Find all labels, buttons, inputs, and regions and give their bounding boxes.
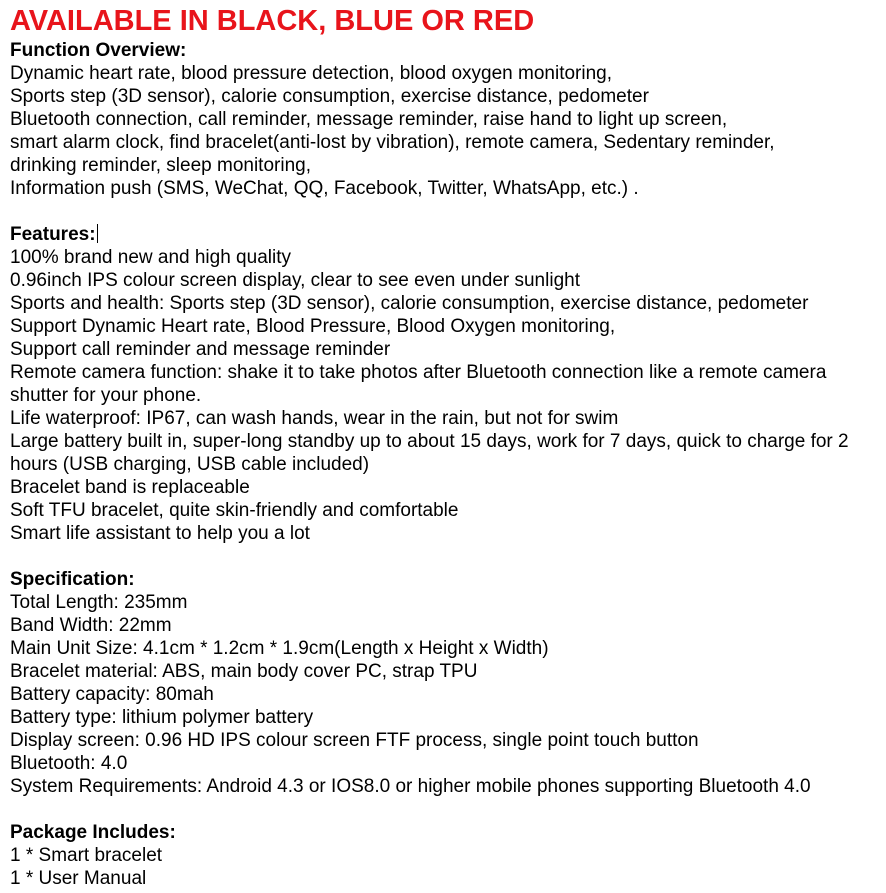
text-line: Band Width: 22mm — [10, 615, 172, 636]
package-section — [10, 821, 886, 890]
section-heading-row — [10, 223, 886, 246]
text-line: drinking reminder, sleep monitoring, — [10, 155, 311, 176]
section-heading: Specification: — [10, 569, 135, 590]
text-line: Smart life assistant to help you a lot — [10, 523, 310, 544]
text-line: 1 * Smart bracelet — [10, 845, 163, 866]
text-line: Support Dynamic Heart rate, Blood Pressure, Blood Oxygen monitoring, — [10, 316, 616, 337]
blank-line — [10, 545, 886, 568]
function-overview-section — [10, 39, 886, 200]
text-line: Support call reminder and message reminder — [10, 339, 391, 360]
specification-section — [10, 568, 886, 798]
blank-line — [10, 798, 886, 821]
text-line: Soft TFU bracelet, quite skin-friendly and comfortable — [10, 500, 459, 521]
text-line: System Requirements: Android 4.3 or IOS8.0 or higher mobile phones supporting Bluetooth 4.0 — [10, 776, 811, 797]
section-heading: Package Includes: — [10, 822, 176, 843]
text-line: Battery capacity: 80mah — [10, 684, 214, 705]
text-line: Battery type: lithium polymer battery — [10, 707, 314, 728]
text-line: smart alarm clock, find bracelet(anti-lost by vibration), remote camera, Sedentary reminder, — [10, 132, 775, 153]
text-line: Bracelet material: ABS, main body cover PC, strap TPU — [10, 661, 478, 682]
text-line: 100% brand new and high quality — [10, 247, 291, 268]
text-line: Bluetooth: 4.0 — [10, 753, 128, 774]
text-line: Dynamic heart rate, blood pressure detection, blood oxygen monitoring, — [10, 63, 613, 84]
page-title: AVAILABLE IN BLACK, BLUE OR RED — [10, 5, 535, 37]
text-line: Remote camera function: shake it to take photos after Bluetooth connection like a remote camera shutter for your phone. — [10, 362, 827, 406]
features-section — [10, 223, 886, 545]
text-line: Life waterproof: IP67, can wash hands, wear in the rain, but not for swim — [10, 408, 619, 429]
text-line: Bluetooth connection, call reminder, message reminder, raise hand to light up screen, — [10, 109, 728, 130]
text-cursor — [97, 224, 98, 243]
text-line: Display screen: 0.96 HD IPS colour screen FTF process, single point touch button — [10, 730, 699, 751]
text-line: Total Length: 235mm — [10, 592, 188, 613]
text-line: Sports step (3D sensor), calorie consumption, exercise distance, pedometer — [10, 86, 649, 107]
text-line: 0.96inch IPS colour screen display, clear to see even under sunlight — [10, 270, 580, 291]
text-line: Large battery built in, super-long standby up to about 15 days, work for 7 days, quick to charge for 2 hours (USB charging, USB cable included) — [10, 431, 849, 475]
text-line: Information push (SMS, WeChat, QQ, Facebook, Twitter, WhatsApp, etc.) . — [10, 178, 639, 199]
text-line: Sports and health: Sports step (3D sensor), calorie consumption, exercise distance, pedometer — [10, 293, 809, 314]
section-heading: Features: — [10, 224, 96, 245]
text-line: Bracelet band is replaceable — [10, 477, 250, 498]
blank-line — [10, 200, 886, 223]
text-line: Main Unit Size: 4.1cm * 1.2cm * 1.9cm(Length x Height x Width) — [10, 638, 549, 659]
text-line: 1 * User Manual — [10, 868, 147, 889]
section-heading: Function Overview: — [10, 40, 187, 61]
